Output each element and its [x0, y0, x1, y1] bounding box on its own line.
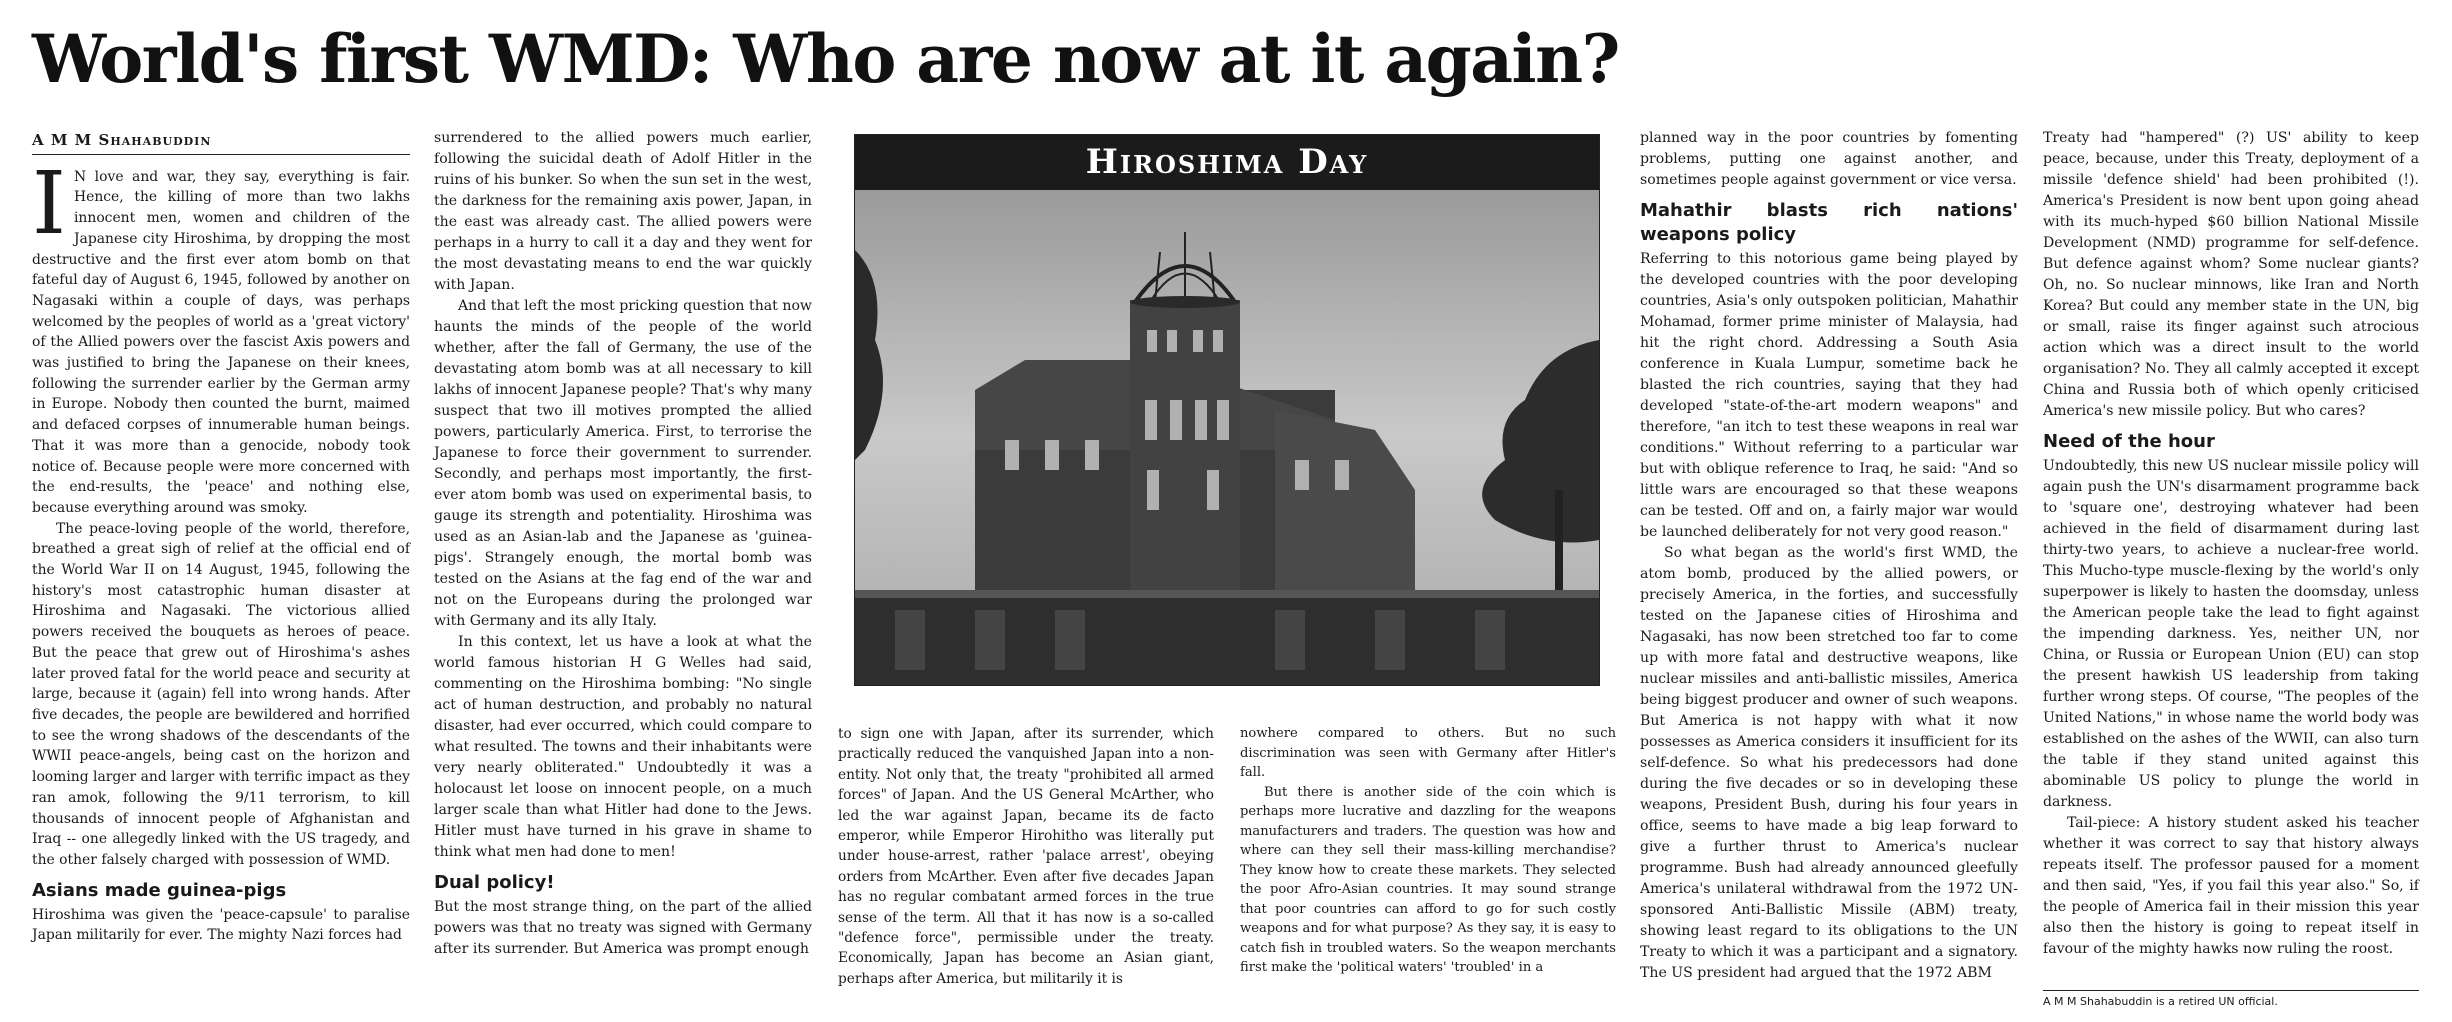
paragraph: nowhere compared to others. But no such discrimination was seen with Germany after Hitler's fall.	[1240, 726, 1616, 780]
paragraph: The peace-loving people of the world, therefore, breathed a great sigh of relief at the official end of the World War II on 14 August, 1945, following the history's most catastrophic human disaster at Hiroshima and Nagasaki. The victorious allied powers received the bouquets as heroes of peace. But the peace that grew out of Hiroshima's ashes later proved fatal for the world peace and security at large, because it (again) fell into wrong hands. After five decades, the people are bewildered and horrified to see the wrong shadows of the descendants of the WWII peace-angels, being cast on the horizon and looming larger and larger with terrific impact as they ran amok, following the 9/11 terrorism, to kill thousands of innocent people of Afghanistan and Iraq -- one allegedly linked with the US tragedy, and the other falsely charged with possession of WMD.	[32, 520, 410, 868]
byline: A M M Shahabuddin	[32, 130, 410, 155]
paragraph: So what began as the world's first WMD, the atom bomb, produced by the allied powers, or precisely America, in the forties, and successfully tested on the Japanese cities of Hiroshima and Nagasaki, has now been stretched too far to come up with more fatal and destructive weapons, like nuclear missiles and anti-ballistic missiles, America being biggest producer and owner of such weapons. But America is not happy with what it now possesses as America considers it insufficient for its self-defence. So what his predecessors had done during the five decades or so in developing these weapons, President Bush, during his four years in office, seems to have made a big leap forward to give a further thrust to America's nuclear programme. Bush had already announced gleefully America's unilateral withdrawal from the 1972 UN-sponsored Anti-Ballistic Missile (ABM) treaty, showing least regard to its obligations to the UN Treaty to which it was a participant and a signatory. The US president had argued that the 1972 ABM	[1640, 545, 2018, 981]
column-6	[2043, 128, 2419, 960]
paragraph: Referring to this notorious game being played by the developed countries with the poor developing countries, Asia's only outspoken politician, Mahathir Mohamad, former prime minister of Malaysia, had hit the right chord. Addressing a South Asia conference in Kuala Lumpur, sometime back he blasted the rich countries, saying that they had developed "state-of-the-art modern weapons" and therefore, "an itch to test these weapons in real war conditions." Without referring to a particular war but with oblique reference to Iraq, he said: "And so little wars are encouraged so that these weapons can be tested. Off and on, a fairly major war would be launched deliberately for not very good reason."	[1640, 251, 2018, 540]
paragraph: surrendered to the allied powers much earlier, following the suicidal death of Adolf Hitler in the ruins of his bunker. So when the sun set in the west, the darkness for the remaining axis power, Japan, in the east was already cast. The allied powers were perhaps in a hurry to call it a day and they went for the most devastating means to end the war quickly with Japan.	[434, 130, 812, 293]
column-3	[838, 724, 1214, 989]
paragraph: In this context, let us have a look at what the world famous historian H G Welles had said, commenting on the Hiroshima bombing: "No single act of human destruction, and probably no natural disaster, had ever occurred, which could compare to what resulted. The towns and their inhabitants were very nearly obliterated." Undoubtedly it was a holocaust let loose on innocent people, on a much larger scale than what Hitler had done to the Jews. Hitler must have turned in his grave in shame to think what men had done to men!	[434, 634, 812, 860]
paragraph: But there is another side of the coin which is perhaps more lucrative and dazzling for the weapons manufacturers and traders. The question was how and where can they sell their mass-killing merchandise? They know how to create these markets. They selected the poor Afro-Asian countries. It may sound strange that poor countries can afford to go for such costly weapons and for what purpose? As they say, it is easy to catch fish in troubled waters. So the weapon merchants first make the 'political waters' 'troubled' in a	[1240, 784, 1616, 975]
author-footnote: A M M Shahabuddin is a retired UN official.	[2043, 990, 2419, 1008]
paragraph: Treaty had "hampered" (?) US' ability to keep peace, because, under this Treaty, deployment of a missile 'defence shield' had been prohibited (!). America's President is now bent upon going ahead with its much-hyped $60 billion National Missile Development (NMD) programme for self-defence. But defence against whom? Some nuclear giants? Oh, no. So nuclear minnows, like Iran and North Korea? But could any member state in the UN, big or small, raise its finger against such atrocious action which was a direct insult to the world organisation? No. They all calmly accepted it except China and Russia both of which openly criticised America's new missile policy. But who cares?	[2043, 130, 2419, 419]
column-4	[1240, 724, 1616, 978]
column-5	[1640, 128, 2018, 984]
subhead-mahathir: Mahathir blasts rich nations' weapons policy	[1640, 200, 2018, 245]
column-1	[32, 130, 410, 946]
paragraph: I N love and war, they say, everything is fair. Hence, the killing of more than two lakhs innocent men, women and children of the Japanese city Hiroshima, by dropping the most destructive and the first ever atom bomb on that fateful day of August 6, 1945, followed by another on Nagasaki within a couple of days, was perhaps welcomed by the peoples of world as a 'great victory' of the Allied powers over the fascist Axis powers and was justified to bring the Japanese on their knees, following the surrender earlier by the German army in Europe. Nobody then counted the burnt, maimed and defaced corpses of innumerable human beings. That it was more than a genocide, nobody took notice of. Because people were more concerned with the end-results, the 'peace' and nothing else, because everything around was smoky.	[32, 153, 410, 516]
column-2	[434, 128, 812, 960]
hiroshima-photo-frame	[854, 134, 1600, 686]
subhead-asians-guinea-pigs: Asians made guinea-pigs	[32, 879, 287, 901]
drop-cap: I	[32, 153, 66, 254]
subhead-dual-policy: Dual policy!	[434, 872, 555, 893]
headline: World's first WMD: Who are now at it again?	[32, 20, 1619, 98]
paragraph: Tail-piece: A history student asked his teacher whether it was correct to say that history always repeats itself. The professor paused for a moment and then said, "Yes, if you fail this year also." So, if the people of America fail in their mission this year also then the history is going to repeat itself in favour of the mighty hawks now ruling the roost.	[2043, 815, 2419, 957]
subhead-need-of-hour: Need of the hour	[2043, 431, 2215, 452]
paragraph: planned way in the poor countries by fomenting problems, putting one against another, and sometimes people against government or vice versa.	[1640, 130, 2018, 188]
paragraph: to sign one with Japan, after its surrender, which practically reduced the vanquished Japan into a non-entity. Not only that, the treaty "prohibited all armed forces" of Japan. And the US General McArther, who led the war against Japan, became its de facto emperor, while Emperor Hirohitho was literally put under house-arrest, rather 'palace arrest', obeying orders from McArther. Even after five decades Japan has no regular combatant armed forces in the true sense of the term. All that it has now is a so-called "defence force", permissible under the treaty. Economically, Japan has become an Asian giant, perhaps after America, but militarily it is	[838, 726, 1214, 987]
photo-banner: Hiroshima Day	[855, 135, 1599, 190]
paragraph: Undoubtedly, this new US nuclear missile policy will again push the UN's disarmament programme back to 'square one', destroying whatever had been achieved in the field of disarmament during last thirty-two years, to achieve a nuclear-free world. This Mucho-type muscle-flexing by the world's only superpower is likely to hasten the doomsday, unless the American people take the lead to fight against the impending darkness. Yes, neither UN, nor China, or Russia or European Union (EU) can stop the present hawkish US leadership from taking further wrong steps. Of course, "The peoples of the United Nations," in whose name the world body was established on the ashes of the WWII, can also turn the table if they stand united against this abominable US policy to plunge the world in darkness.	[2043, 458, 2419, 810]
paragraph: But the most strange thing, on the part of the allied powers was that no treaty was signed with Germany after its surrender. But America was prompt enough	[434, 899, 812, 957]
hiroshima-dome-photo	[855, 190, 1599, 685]
paragraph: And that left the most pricking question that now haunts the minds of the people of the world whether, after the fall of Germany, the use of the devastating atom bomb was at all necessary to kill lakhs of innocent Japanese people? That's why many suspect that two ill motives prompted the allied powers, particularly America. First, to terrorise the Japanese to force their government to surrender. Secondly, and perhaps most importantly, the first-ever atom bomb was used on experimental basis, to gauge its strength and potentiality. Hiroshima was used as an Asian-lab and the Japanese as 'guinea-pigs'. Strangely enough, the mortal bomb was tested on the Asians at the fag end of the war and not on the Europeans during the prolonged war with Germany and its ally Italy.	[434, 298, 812, 629]
paragraph: Hiroshima was given the 'peace-capsule' to paralise Japan militarily for ever. The mighty Nazi forces had	[32, 906, 410, 944]
